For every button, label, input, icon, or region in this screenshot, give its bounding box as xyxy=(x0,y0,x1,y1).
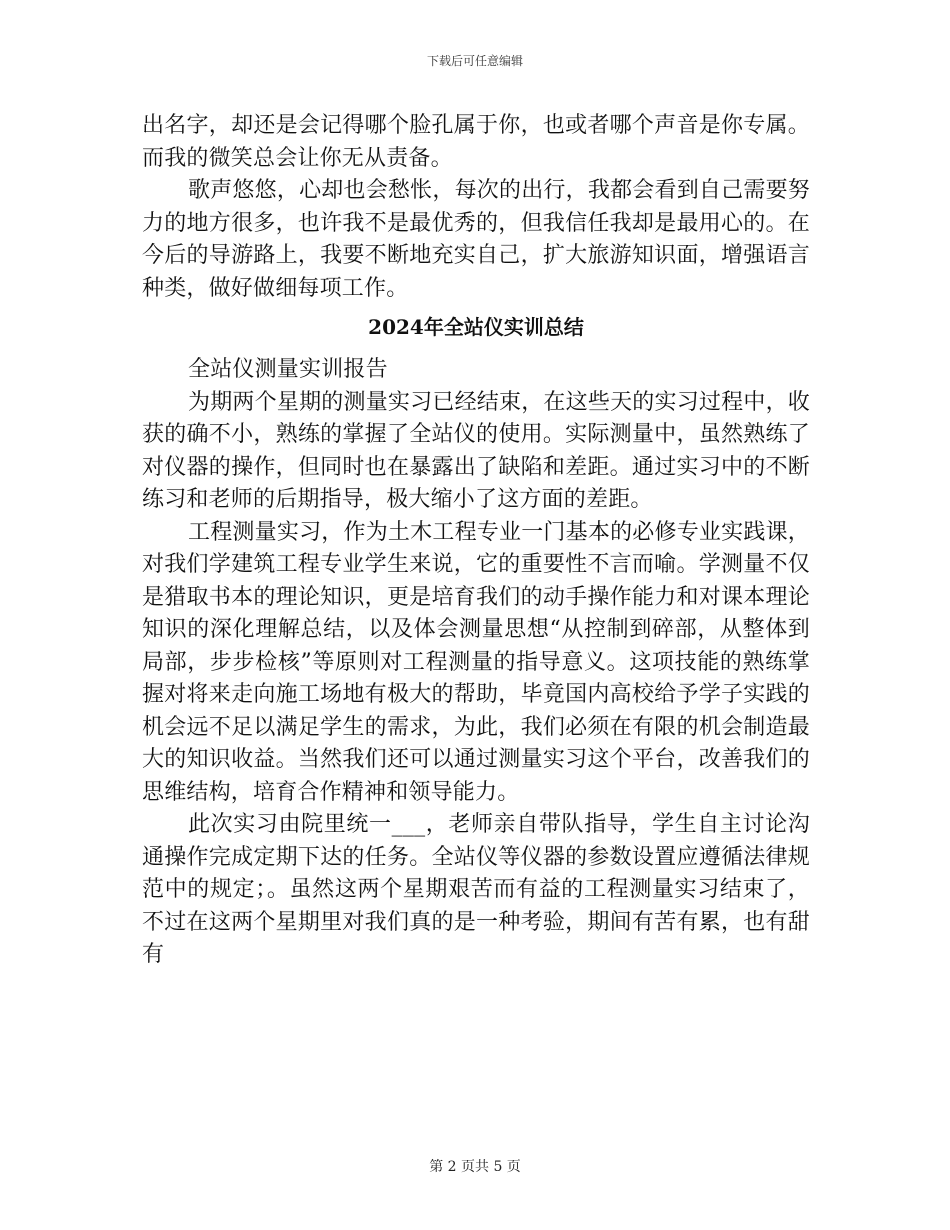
paragraph-surveying-importance: 工程测量实习，作为土木工程专业一门基本的必修专业实践课，对我们学建筑工程专业学生来说，它的重要性不言而喻。学测量不仅是猎取书本的理论知识，更是培育我们的动手操作能力和对课本理论知识的深化理解总结，以及体会测量思想“从控制到碎部，从整体到局部，步步检核”等原则对工程测量的指导意义。这项技能的熟练掌握对将来走向施工场地有极大的帮助，毕竟国内高校给予学子实践的机会远不足以满足学生的需求，为此，我们必须在有限的机会制造最大的知识收益。当然我们还可以通过测量实习这个平台，改善我们的思维结构，培育合作精神和领导能力。 xyxy=(142,519,810,805)
page-header: 下载后可任意编辑 xyxy=(426,54,523,68)
paragraph-intro-continued: 出名字，却还是会记得哪个脸孔属于你，也或者哪个声音是你专属。而我的微笑总会让你无从责备。 xyxy=(142,113,810,171)
paragraph-internship-organization: 此次实习由院里统一___，老师亲自带队指导，学生自主讨论沟通操作完成定期下达的任务。全站仪等仪器的参数设置应遵循法律规范中的规定；。虽然这两个星期艰苦而有益的工程测量实习结束了，不过在这两个星期里对我们真的是一种考验，期间有苦有累，也有甜有 xyxy=(142,812,810,967)
page-number-footer: 第 2 页共 5 页 xyxy=(429,1159,521,1175)
section-title: 2024年全站仪实训总结 xyxy=(368,315,584,339)
paragraph-internship-summary: 为期两个星期的测量实习已经结束，在这些天的实习过程中，收获的确不小，熟练的掌握了全站仪的使用。实际测量中，虽然熟练了对仪器的操作，但同时也在暴露出了缺陷和差距。通过实习中的不断练习和老师的后期指导，极大缩小了这方面的差距。 xyxy=(142,389,810,512)
paragraph-report-subtitle: 全站仪测量实训报告 xyxy=(188,357,388,382)
document-body xyxy=(142,110,810,972)
paragraph-tour-guide-reflection: 歌声悠悠，心却也会愁怅，每次的出行，我都会看到自己需要努力的地方很多，也许我不是最优秀的，但我信任我却是最用心的。在今后的导游路上，我要不断地充实自己，扩大旅游知识面，增强语言种类，做好做细每项工作。 xyxy=(142,178,810,301)
